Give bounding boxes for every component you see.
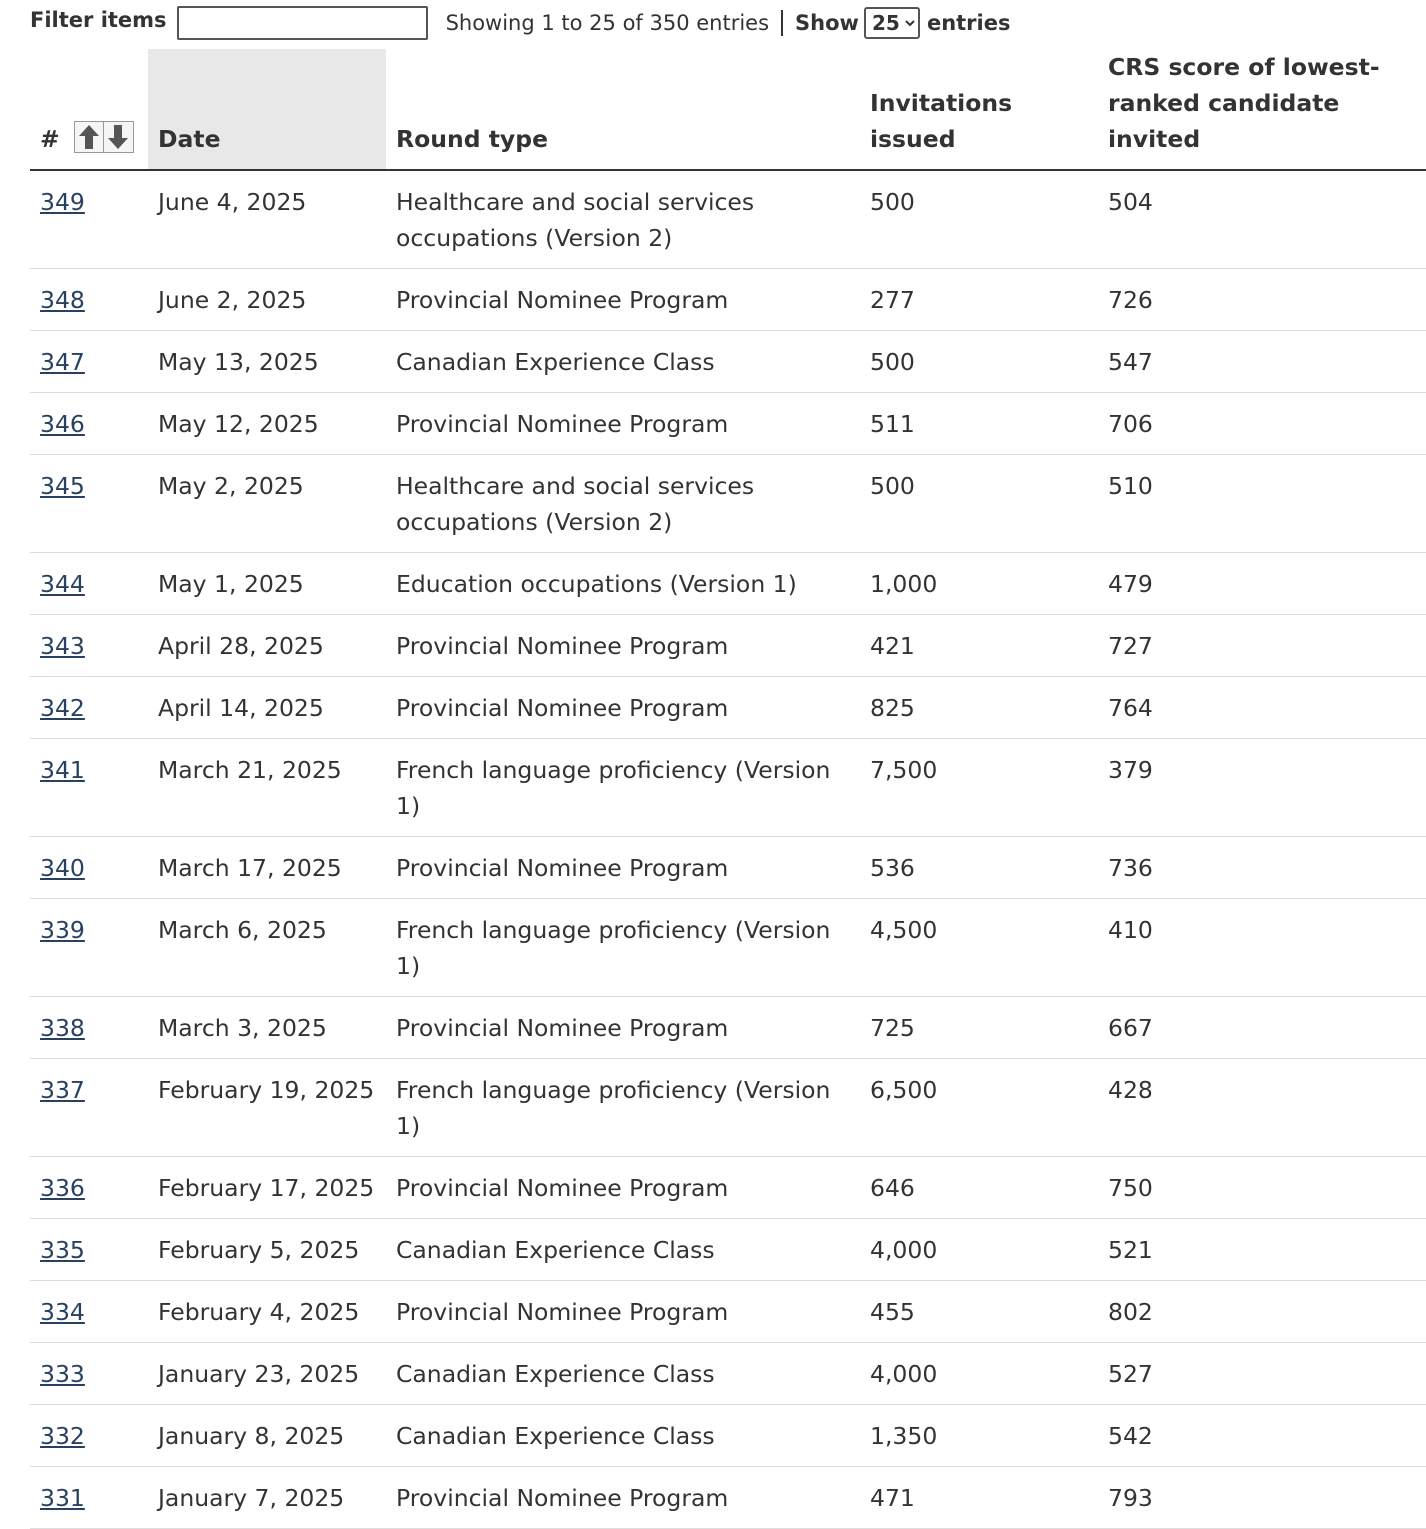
table-body	[30, 170, 1426, 1529]
cell-number	[30, 1219, 148, 1281]
cell-invitations: 725	[860, 997, 1098, 1059]
cell-round-type: Provincial Nominee Program	[386, 1281, 860, 1343]
cell-number	[30, 393, 148, 455]
cell-number	[30, 677, 148, 739]
table-row	[30, 455, 1426, 553]
column-header-number[interactable]	[30, 49, 148, 170]
round-number-link[interactable]: 339	[40, 916, 85, 944]
entries-label: entries	[926, 11, 1011, 35]
cell-crs: 379	[1098, 739, 1426, 837]
cell-invitations: 4,000	[860, 1343, 1098, 1405]
cell-date: March 17, 2025	[148, 837, 386, 899]
table-row	[30, 615, 1426, 677]
show-label: Show	[795, 11, 859, 35]
cell-crs: 793	[1098, 1467, 1426, 1529]
cell-number	[30, 1343, 148, 1405]
cell-crs: 479	[1098, 553, 1426, 615]
arrow-down-icon[interactable]	[104, 121, 134, 153]
cell-round-type: French language proficiency (Version 1)	[386, 899, 860, 997]
cell-invitations: 4,500	[860, 899, 1098, 997]
cell-invitations: 7,500	[860, 739, 1098, 837]
cell-round-type: Provincial Nominee Program	[386, 615, 860, 677]
cell-crs: 727	[1098, 615, 1426, 677]
cell-invitations: 511	[860, 393, 1098, 455]
cell-number	[30, 1157, 148, 1219]
cell-crs: 547	[1098, 331, 1426, 393]
column-header-crs[interactable]: CRS score of lowest-ranked candidate invited	[1098, 49, 1426, 170]
table-row	[30, 1219, 1426, 1281]
column-header-round-type[interactable]: Round type	[386, 49, 860, 170]
cell-crs: 542	[1098, 1405, 1426, 1467]
cell-invitations: 825	[860, 677, 1098, 739]
round-number-link[interactable]: 346	[40, 410, 85, 438]
cell-round-type: Education occupations (Version 1)	[386, 553, 860, 615]
cell-crs: 802	[1098, 1281, 1426, 1343]
cell-crs: 750	[1098, 1157, 1426, 1219]
cell-invitations: 471	[860, 1467, 1098, 1529]
cell-round-type: Provincial Nominee Program	[386, 1157, 860, 1219]
cell-invitations: 1,350	[860, 1405, 1098, 1467]
cell-round-type: Healthcare and social services occupations (Version 2)	[386, 455, 860, 553]
filter-label: Filter items	[30, 8, 167, 32]
round-number-link[interactable]: 332	[40, 1422, 85, 1450]
table-row	[30, 677, 1426, 739]
cell-crs: 667	[1098, 997, 1426, 1059]
cell-number	[30, 615, 148, 677]
cell-round-type: Provincial Nominee Program	[386, 997, 860, 1059]
table-row	[30, 1281, 1426, 1343]
cell-number	[30, 997, 148, 1059]
cell-number	[30, 739, 148, 837]
cell-date: February 19, 2025	[148, 1059, 386, 1157]
table-row	[30, 553, 1426, 615]
cell-number	[30, 553, 148, 615]
column-header-number-label: #	[40, 125, 60, 153]
cell-round-type: Provincial Nominee Program	[386, 1467, 860, 1529]
cell-date: February 5, 2025	[148, 1219, 386, 1281]
column-header-invitations[interactable]: Invitations issued	[860, 49, 1098, 170]
cell-round-type: French language proficiency (Version 1)	[386, 739, 860, 837]
table-row	[30, 269, 1426, 331]
cell-crs: 736	[1098, 837, 1426, 899]
table-row	[30, 331, 1426, 393]
column-header-date[interactable]: Date	[148, 49, 386, 170]
cell-crs: 510	[1098, 455, 1426, 553]
round-number-link[interactable]: 342	[40, 694, 85, 722]
table-row	[30, 899, 1426, 997]
round-number-link[interactable]: 347	[40, 348, 85, 376]
cell-invitations: 277	[860, 269, 1098, 331]
round-number-link[interactable]: 344	[40, 570, 85, 598]
cell-round-type: Healthcare and social services occupations (Version 2)	[386, 170, 860, 269]
cell-number	[30, 455, 148, 553]
entries-per-page-select[interactable]	[864, 7, 920, 39]
table-row	[30, 1343, 1426, 1405]
cell-invitations: 4,000	[860, 1219, 1098, 1281]
cell-invitations: 1,000	[860, 553, 1098, 615]
cell-round-type: Canadian Experience Class	[386, 1343, 860, 1405]
cell-crs: 521	[1098, 1219, 1426, 1281]
round-number-link[interactable]: 340	[40, 854, 85, 882]
arrow-up-icon[interactable]	[74, 121, 104, 153]
table-row	[30, 739, 1426, 837]
cell-number	[30, 1281, 148, 1343]
round-number-link[interactable]: 343	[40, 632, 85, 660]
cell-date: April 14, 2025	[148, 677, 386, 739]
cell-crs: 527	[1098, 1343, 1426, 1405]
cell-invitations: 646	[860, 1157, 1098, 1219]
cell-date: June 4, 2025	[148, 170, 386, 269]
cell-round-type: Provincial Nominee Program	[386, 677, 860, 739]
cell-number	[30, 170, 148, 269]
cell-crs: 706	[1098, 393, 1426, 455]
round-number-link[interactable]: 348	[40, 286, 85, 314]
round-number-link[interactable]: 334	[40, 1298, 85, 1326]
cell-date: May 12, 2025	[148, 393, 386, 455]
cell-crs: 726	[1098, 269, 1426, 331]
cell-invitations: 500	[860, 455, 1098, 553]
table-row	[30, 170, 1426, 269]
cell-date: February 4, 2025	[148, 1281, 386, 1343]
cell-invitations: 6,500	[860, 1059, 1098, 1157]
cell-number	[30, 331, 148, 393]
table-row	[30, 1467, 1426, 1529]
table-row	[30, 1157, 1426, 1219]
table-row	[30, 393, 1426, 455]
round-number-link[interactable]: 349	[40, 188, 85, 216]
table-row	[30, 997, 1426, 1059]
cell-number	[30, 269, 148, 331]
round-number-link[interactable]: 331	[40, 1484, 85, 1512]
cell-crs: 428	[1098, 1059, 1426, 1157]
cell-number	[30, 1405, 148, 1467]
round-number-link[interactable]: 345	[40, 472, 85, 500]
entries-info: Showing 1 to 25 of 350 entries	[446, 10, 783, 36]
cell-crs: 764	[1098, 677, 1426, 739]
cell-date: March 6, 2025	[148, 899, 386, 997]
cell-date: January 8, 2025	[148, 1405, 386, 1467]
cell-crs: 410	[1098, 899, 1426, 997]
table-controls	[30, 3, 1010, 43]
cell-round-type: Provincial Nominee Program	[386, 393, 860, 455]
round-number-link[interactable]: 333	[40, 1360, 85, 1388]
table-header-row	[30, 49, 1426, 170]
cell-invitations: 421	[860, 615, 1098, 677]
cell-round-type: Provincial Nominee Program	[386, 269, 860, 331]
cell-round-type: Canadian Experience Class	[386, 331, 860, 393]
rounds-table	[30, 49, 1426, 1529]
cell-invitations: 500	[860, 331, 1098, 393]
cell-invitations: 536	[860, 837, 1098, 899]
cell-round-type: Canadian Experience Class	[386, 1219, 860, 1281]
cell-invitations: 500	[860, 170, 1098, 269]
cell-date: June 2, 2025	[148, 269, 386, 331]
cell-round-type: French language proficiency (Version 1)	[386, 1059, 860, 1157]
cell-date: May 13, 2025	[148, 331, 386, 393]
cell-invitations: 455	[860, 1281, 1098, 1343]
cell-date: March 21, 2025	[148, 739, 386, 837]
cell-number	[30, 1467, 148, 1529]
round-number-link[interactable]: 335	[40, 1236, 85, 1264]
cell-date: February 17, 2025	[148, 1157, 386, 1219]
cell-date: March 3, 2025	[148, 997, 386, 1059]
cell-number	[30, 1059, 148, 1157]
cell-date: January 7, 2025	[148, 1467, 386, 1529]
cell-date: January 23, 2025	[148, 1343, 386, 1405]
table-row	[30, 837, 1426, 899]
cell-date: May 2, 2025	[148, 455, 386, 553]
cell-number	[30, 837, 148, 899]
cell-round-type: Canadian Experience Class	[386, 1405, 860, 1467]
cell-date: May 1, 2025	[148, 553, 386, 615]
filter-input[interactable]	[177, 6, 428, 40]
cell-date: April 28, 2025	[148, 615, 386, 677]
round-number-link[interactable]: 341	[40, 756, 85, 784]
round-number-link[interactable]: 337	[40, 1076, 85, 1104]
cell-round-type: Provincial Nominee Program	[386, 837, 860, 899]
table-row	[30, 1405, 1426, 1467]
round-number-link[interactable]: 338	[40, 1014, 85, 1042]
round-number-link[interactable]: 336	[40, 1174, 85, 1202]
sort-buttons	[74, 121, 134, 153]
table-row	[30, 1059, 1426, 1157]
cell-crs: 504	[1098, 170, 1426, 269]
cell-number	[30, 899, 148, 997]
